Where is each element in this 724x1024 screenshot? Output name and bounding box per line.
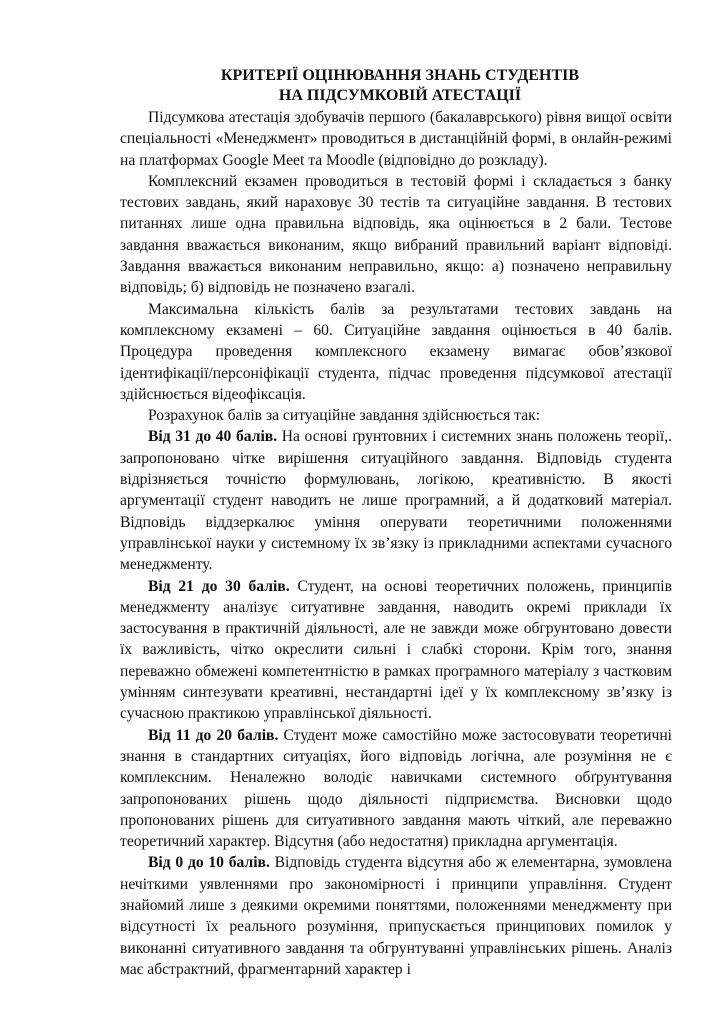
criterion-11-20 [120,725,672,853]
document-title [120,66,672,106]
criterion-text: На основі ґрунтовних і системних знань положень теорії,. запропоновано чітке вирішення ситуаційного завдання. Відповідь студента відрізняється точністю формулювань, логікою, креативністю. В якості аргументації студент наводить не лише програмний, а й додатковий матеріал. Відповідь віддзеркалює уміння оперувати теоретичними положеннями управлінської науки у системному їх зв’язку із прикладними аспектами сучасного менеджменту. [120,428,672,574]
criterion-text: Відповідь студента відсутня або ж елементарна, зумовлена нечіткими уявленнями про закономірності і принципи управління. Студент знайомий лише з деякими окремими поняттями, положеннями менеджменту при відсутності їх реального розуміння, припускається принципових помилок у виконанні ситуативного завдання та обгрунтуванні управлінських рішень. Аналіз має абстрактний, фрагментарний характер і [120,854,672,978]
criterion-text: Студент може самостійно може застосовувати теоретичні знання в стандартних ситуаціях, його відповідь логічна, але розуміння не є комплексним. Неналежно володіє навичками системного обґрунтування запропонованих рішень щодо діяльності підприємства. Висновки щодо пропонованих рішень для ситуативного завдання мають чіткий, але переважно теоретичний характер. Відсутня (або недостатня) прикладна аргументація. [120,726,672,851]
criterion-text: Студент, на основі теоретичних положень, принципів менеджменту аналізує ситуативне завдання, наводить окремі приклади їх застосування в практичній діяльності, але не завжди може обгрунтовано довести їх важливість, чітко окреслити сильні і слабкі сторони. Крім того, знання переважно обмежені компетентністю в рамках програмного матеріалу з частковим умінням синтезувати креативні, нестандартні ідеї у їх комплексному зв’язку із сучасною практикою управлінської діяльності. [120,577,672,723]
title-line-2: НА ПІДСУМКОВІЙ АТЕСТАЦІЇ [278,87,522,104]
paragraph-exam-format: Комплексний екзамен проводиться в тестовій формі і складається з банку тестових завдань, який нараховує 30 тестів та ситуаційне завдання. В тестових питаннях лише одна правильна відповідь, яка оцінюється в 2 бали. Тестове завдання вважається виконаним, якщо вибраний правильний варіант відповіді. Завдання вважається виконаним неправильно, якщо: а) позначено неправильну відповідь; б) відповідь не позначено взагалі. [120,172,672,297]
criterion-label: Від 11 до 20 балів. [148,726,279,744]
criterion-0-10 [120,852,672,980]
paragraph-calculation: Розрахунок балів за ситуаційне завдання здійснюється так: [148,407,541,425]
title-line-1: КРИТЕРІЇ ОЦІНЮВАННЯ ЗНАНЬ СТУДЕНТІВ [220,67,580,84]
criterion-21-30 [120,576,672,725]
criterion-label: Від 21 до 30 балів. [148,577,290,595]
paragraph-intro: Підсумкова атестація здобувачів першого (бакалаврського) рівня вищої освіти спеціальності «Менеджмент» проводиться в дистанційній формі, в онлайн-режимі на платформах Google Meet та Moodle (відповідно до розкладу). [120,109,672,169]
paragraph-max-score: Максимальна кількість балів за результатами тестових завдань на комплексному екзамені – 60. Ситуаційне завдання оцінюється в 40 балів. Процедура проведення комплексного екзамену вимагає обов’язкової ідентифікації/персоніфікації студента, підчас проведення підсумкової атестації здійснюється відеофіксація. [120,300,672,403]
criterion-label: Від 31 до 40 балів. [148,428,278,446]
criterion-label: Від 0 до 10 балів. [148,854,270,872]
criterion-31-40 [120,426,672,575]
